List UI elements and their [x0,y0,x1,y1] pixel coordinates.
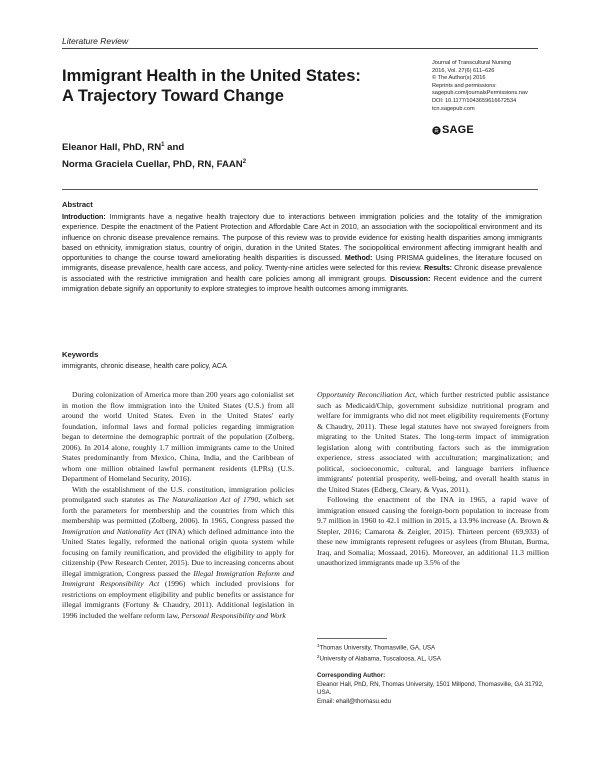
footnotes [317,642,549,707]
sage-logo [432,124,474,136]
corresponding-author-email[interactable]: Email: ehall@thomasu.edu [317,697,392,705]
affiliation-2: $^2$University of Alabama, Tuscaloosa, AL, USA [317,654,441,663]
body-paragraph: Following the enactment of the INA in 1965, a rapid wave of immigration ensued causing the foreign-born population to increase from 9.7 million in 1960 to 42.1 million in 2015, a 13.9% increase (A. Brown & Stepler, 2016; Camarota & Zeigler, 2015). Thirteen percent (69,933) of these new immigrants represent refugees or asylees (from Bhutan, Burma, Iraq, and Somalia; Mossaad, 2016). Moreover, an additional 11.3 million unauthorized immigrants made up 3.5% of the [317,495,549,567]
journal-permissions-link[interactable]: sagepub.com/journalsPermissions.nav [432,90,528,97]
journal-website[interactable]: tcn.sagepub.com [432,105,475,112]
author-1-affiliation-mark: 1 [161,142,165,148]
article-title [62,66,412,106]
journal-reprints: Reprints and permissions: [432,82,497,89]
keywords-list: immigrants, chronic disease, health care policy, ACA [62,362,227,370]
journal-volume: 2016, Vol. 27(6) 611–626 [432,67,495,74]
journal-info [432,60,552,113]
sage-wordmark: SAGE [442,124,474,136]
author-2: Norma Graciela Cuellar, PhD, RN, FAAN$^2$ [62,159,247,170]
author-1: Eleanor Hall, PhD, $RN^1$ and [62,142,185,153]
section-label: Literature Review [62,36,129,46]
title-line-1: Immigrant Health in the United States: [62,67,361,85]
abstract-rule [62,189,538,190]
journal-doi[interactable]: DOI: 10.1177/1043659616672534 [432,97,517,104]
journal-name: Journal of Transcultural Nursing [432,60,511,66]
sage-logo-icon [432,126,441,135]
footnote-rule [317,638,387,639]
title-line-2: A Trajectory Toward Change [62,87,284,105]
affiliation-1: $^1$Thomas University, Thomasville, GA, USA [317,643,436,652]
body-paragraph: During colonization of America more than 200 years ago colonialist set in motion the flow immigration into the United States (U.S.) from all around the world United States. Even in the United States' early foundation, informal laws and formal policies regarding immigration began to determine the demographic portrait of the population (Zolberg, 2006). In 2014 alone, roughly 1.7 million immigrants came to the United States predominantly from Mexico, China, India, and the Caribbean of whom one million obtained lawful permanent residents (LPRs) (U.S. Department of Homeland Security, 2016). [62,390,294,483]
header-rule [62,48,538,49]
journal-copyright: © The Author(s) 2016 [432,75,486,82]
corresponding-author-address: Eleanor Hall, PhD, RN, Thomas University, 1501 Millpond, Thomasville, GA 31792, USA. [317,680,544,697]
author-2-affiliation-mark: 2 [242,159,247,165]
keywords-heading: Keywords [62,350,99,359]
body-paragraph: Opportunity Reconciliation Act, which further restricted public assistance such as Medicaid/Chip, government subsidize nutritional program and welfare for immigrants who did not meet eligibility requirements (Fortuny & Chaudry, 2011). These legal statutes have not swayed foreigners from migrating to the United States. The long-term impact of immigration legislation along with contributing factors such as the immigration experience, stress associated with acculturation; marginalization; and political, socioeconomic, cultural, and language barriers influence immigrants' potential prosperity, well-being, and overall health status in the United States (Edberg, Cleary, & Vyas, 2011). [317,390,549,494]
body-column-right [317,390,549,569]
abstract-body: Introduction: Immigrants have a negative health trajectory due to interactions between immigration policies and the totality of the immigration experience. Despite the enactment of the Patient Protection and Affordable Care Act in 2010, an association with the sociopolitical environment and its influence on chronic disease prevalence remains. The purpose of this review was to provide evidence for existing health disparities among immigrants based on ethnicity, immigration status, country of origin, duration in the United States. The sociopolitical environment affecting immigrant health and opportunities to change the course toward ameliorating health disparities is discussed. Method: Using PRISMA guidelines, the literature focused on immigrants, disease prevalence, health care access, and policy. Twenty-nine articles were selected for this review. Results: Chronic disease prevalence is associated with the restrictive immigration and health care policies among all immigrant groups. Discussion: Recent evidence and the current immigration debate signify an opportunity to explore strategies to improve health outcomes among immigrants. [62,213,543,294]
body-column-left [62,390,294,621]
body-paragraph: With the establishment of the U.S. constitution, immigration policies promulgated such statutes as The Naturalization Act of 1790, which set forth the parameters for membership and the countries from which this membership was permitted (Zolberg, 2006). In 1965, Congress passed the Immigration and Nationality Act (INA) which defined admittance into the United States legally, reformed the national origin quota system while focusing on family reunification, and provided the eligibility to apply for citizenship (Pew Research Center, 2015). Due to increasing concerns about illegal immigration, Congress passed the Illegal Immigration Reform and Immigrant Responsibility Act (1996) which included provisions for restrictions on employment eligibility and public benefits or assistance for illegal immigrants (Fortuny & Chaudry, 2011). Additional legislation in 1996 included the welfare reform law, Personal Responsibility and Work [62,484,295,620]
abstract-heading: Abstract [62,200,93,209]
author-list [62,138,246,172]
corresponding-author-heading: Corresponding Author: [317,672,386,680]
